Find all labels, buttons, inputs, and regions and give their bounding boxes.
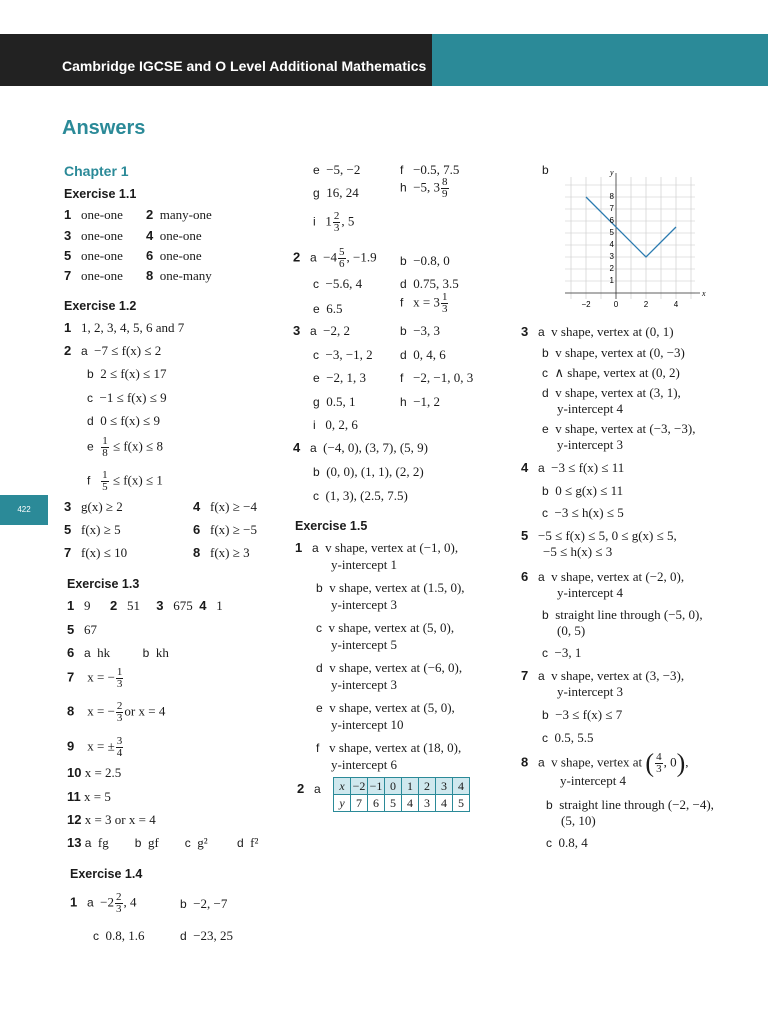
answer-1-4: 1 9 2 51 3 675 4 1 — [67, 598, 223, 613]
answer-1e: e v shape, vertex at (5, 0), — [316, 700, 455, 715]
answer-row: 8 one-many — [146, 268, 212, 283]
value-table — [333, 777, 470, 812]
answer-6a: 6 a v shape, vertex at (−2, 0), — [521, 569, 685, 584]
answer-1c: c v shape, vertex at (5, 0), — [316, 620, 455, 635]
answer-row: 5 one-one — [64, 248, 123, 263]
answer-2f: f $\frac{1}{5}$ ≤ f(x) ≤ 1 — [87, 469, 163, 493]
answer-3h: h −1, 2 — [400, 394, 441, 409]
answer-2b: b −0.8, 0 — [400, 253, 450, 268]
answer-13: 13 a fg b gf c g² d f² — [67, 835, 259, 850]
answer-6c: c −3, 1 — [542, 645, 582, 660]
answer-8: 8 x = − $\frac{2}{3}$ or x = 4 — [67, 700, 166, 724]
answer-3e-cont: y-intercept 3 — [557, 437, 624, 452]
answer-3b: b −3, 3 — [400, 323, 441, 338]
answer-4b: b (0, 0), (1, 1), (2, 2) — [313, 464, 424, 479]
answer-1a-cont: y-intercept 1 — [331, 557, 398, 572]
exercise-1-5-title: Exercise 1.5 — [295, 519, 368, 533]
v-shape-graph — [560, 165, 710, 313]
answer-row: 3 one-one — [64, 228, 123, 243]
answer-8a: 8 a v shape, vertex at ( $\frac{4}{3}$ , 0), — [521, 748, 689, 778]
answer-1c-cont: y-intercept 5 — [331, 637, 398, 652]
answer-6a-cont: y-intercept 4 — [557, 585, 624, 600]
answer-4: 4 f(x) ≥ −4 — [193, 499, 257, 514]
exercise-1-4-title: Exercise 1.4 — [70, 867, 143, 881]
header-accent — [432, 34, 768, 86]
table-cell: −1 — [368, 778, 385, 795]
answer-7c: c 0.5, 5.5 — [542, 730, 594, 745]
answer-3b: b v shape, vertex at (0, −3) — [542, 345, 685, 360]
y-tick-label: 3 — [609, 252, 614, 261]
answer-3a: 3 a −2, 2 — [293, 323, 351, 338]
answer-1f: f v shape, vertex at (18, 0), — [316, 740, 462, 755]
answer-3c: c −3, −1, 2 — [313, 347, 373, 362]
answer-9: 9 x = ± $\frac{3}{4}$ — [67, 735, 123, 759]
answer-1d-cont: y-intercept 3 — [331, 677, 398, 692]
table-cell: 3 — [436, 778, 453, 795]
table-cell: 2 — [419, 778, 436, 795]
grid-lines — [565, 177, 695, 299]
answer-7a-cont: y-intercept 3 — [557, 684, 624, 699]
answer-3a: 3 a v shape, vertex at (0, 1) — [521, 324, 674, 339]
answer-3d: d v shape, vertex at (3, 1), — [542, 385, 681, 400]
answer-2c: c −1 ≤ f(x) ≤ 9 — [87, 390, 167, 405]
page-number: 422 — [0, 495, 48, 525]
answer-2a: 2 a −4 $\frac{5}{6}$ , −1.9 — [293, 246, 377, 270]
answer-row: 1 one-one — [64, 207, 123, 222]
answer-8a-cont: y-intercept 4 — [560, 773, 627, 788]
answer-2e: e $\frac{1}{8}$ ≤ f(x) ≤ 8 — [87, 435, 163, 459]
answer-3e: e −2, 1, 3 — [313, 370, 367, 385]
answer-1b-cont: y-intercept 3 — [331, 597, 398, 612]
table-cell: 4 — [436, 795, 453, 812]
answer-3d-cont: y-intercept 4 — [557, 401, 624, 416]
answer-f: f −0.5, 7.5 — [400, 162, 460, 177]
answer-8b-cont: (5, 10) — [561, 813, 596, 828]
table-cell: −2 — [351, 778, 368, 795]
answer-4c: c (1, 3), (2.5, 7.5) — [313, 488, 408, 503]
answer-7b: b −3 ≤ f(x) ≤ 7 — [542, 707, 623, 722]
table-row-y — [334, 795, 470, 812]
answer-row: 2 many-one — [146, 207, 212, 222]
table-cell: 5 — [453, 795, 470, 812]
answer-3e: e v shape, vertex at (−3, −3), — [542, 421, 696, 436]
answer-6b-cont: (0, 5) — [557, 623, 586, 638]
answer-2b: b 2 ≤ f(x) ≤ 17 — [87, 366, 167, 381]
answer-g: g 16, 24 — [313, 185, 359, 200]
table-cell: x — [334, 778, 351, 795]
y-tick-label: 2 — [609, 264, 614, 273]
answer-row: 7 one-one — [64, 268, 123, 283]
table-cell: 3 — [419, 795, 436, 812]
answer-2d: d 0.75, 3.5 — [400, 276, 459, 291]
answer-2e: e 6.5 — [313, 301, 343, 316]
answer-11: 11 x = 5 — [67, 789, 111, 804]
answer-row: 6 one-one — [146, 248, 202, 263]
table-cell: 5 — [385, 795, 402, 812]
answer-8b: b straight line through (−2, −4), — [546, 797, 714, 812]
answer-6b: b straight line through (−5, 0), — [542, 607, 703, 622]
x-tick-label: −2 — [581, 300, 591, 309]
y-tick-label: 6 — [609, 216, 614, 225]
table-cell: 1 — [402, 778, 419, 795]
answer-7: 7 f(x) ≤ 10 — [64, 545, 128, 560]
answer-4c: c −3 ≤ h(x) ≤ 5 — [542, 505, 624, 520]
table-cell: 6 — [368, 795, 385, 812]
answer-3c: c ∧ shape, vertex at (0, 2) — [542, 365, 680, 380]
answer-2a: 2 a −7 ≤ f(x) ≤ 2 — [64, 343, 162, 358]
x-axis-label: x — [702, 289, 706, 298]
y-tick-label: 7 — [609, 204, 614, 213]
answer-1a: 1 a −2 $\frac{2}{3}$ , 4 — [70, 891, 137, 915]
answer-h: h −5, 3 $\frac{8}{9}$ — [400, 176, 448, 200]
answer-4a: 4 a −3 ≤ f(x) ≤ 11 — [521, 460, 625, 475]
answer-5: 5 67 — [67, 622, 97, 637]
answer-2c: c −5.6, 4 — [313, 276, 363, 291]
answer-1d: d −23, 25 — [180, 928, 234, 943]
answer-1b: b v shape, vertex at (1.5, 0), — [316, 580, 465, 595]
answer-row: 4 one-one — [146, 228, 202, 243]
answer-1a: 1 a v shape, vertex at (−1, 0), — [295, 540, 459, 555]
answer-2d: d 0 ≤ f(x) ≤ 9 — [87, 413, 160, 428]
answer-5: 5 f(x) ≥ 5 — [64, 522, 121, 537]
exercise-1-3-title: Exercise 1.3 — [67, 577, 140, 591]
answer-2a-label: 2 a — [297, 781, 321, 796]
answer-3i: i 0, 2, 6 — [313, 417, 358, 432]
answer-8c: c 0.8, 4 — [546, 835, 588, 850]
answer-12: 12 x = 3 or x = 4 — [67, 812, 156, 827]
x-tick-label: 2 — [643, 300, 649, 309]
y-tick-label: 4 — [609, 240, 614, 249]
exercise-1-1-title: Exercise 1.1 — [64, 187, 137, 201]
answer-3: 3 g(x) ≥ 2 — [64, 499, 123, 514]
table-cell: 7 — [351, 795, 368, 812]
y-tick-label: 8 — [609, 192, 614, 201]
y-axis-label: y — [610, 168, 614, 177]
answer-6: 6 a hk b kh — [67, 645, 169, 660]
answer-3g: g 0.5, 1 — [313, 394, 356, 409]
answer-i: i 1 $\frac{2}{3}$ , 5 — [313, 210, 355, 234]
answer-7: 7 x = − $\frac{1}{3}$ — [67, 666, 123, 690]
page-heading: Answers — [62, 117, 146, 139]
table-cell: 4 — [453, 778, 470, 795]
answer-5: 5 −5 ≤ f(x) ≤ 5, 0 ≤ g(x) ≤ 5, — [521, 528, 677, 543]
answer-8: 8 f(x) ≥ 3 — [193, 545, 250, 560]
answer-2b-label: b — [542, 163, 549, 177]
table-cell: 0 — [385, 778, 402, 795]
answer-1c: c 0.8, 1.6 — [93, 928, 145, 943]
answer-1: 1 1, 2, 3, 4, 5, 6 and 7 — [64, 320, 185, 335]
y-tick-label: 5 — [609, 228, 614, 237]
y-tick-label: 1 — [609, 276, 614, 285]
answer-1e-cont: y-intercept 10 — [331, 717, 404, 732]
table-row-x — [334, 778, 470, 795]
table-cell: y — [334, 795, 351, 812]
x-tick-label: 4 — [673, 300, 679, 309]
answer-2f: f x = 3 $\frac{1}{3}$ — [400, 291, 448, 315]
chapter-title: Chapter 1 — [64, 163, 129, 179]
answer-3d: d 0, 4, 6 — [400, 347, 446, 362]
answer-4b: b 0 ≤ g(x) ≤ 11 — [542, 483, 624, 498]
answer-4a: 4 a (−4, 0), (3, 7), (5, 9) — [293, 440, 428, 455]
answer-10: 10 x = 2.5 — [67, 765, 122, 780]
exercise-1-2-title: Exercise 1.2 — [64, 299, 137, 313]
answer-7a: 7 a v shape, vertex at (3, −3), — [521, 668, 685, 683]
table-cell: 4 — [402, 795, 419, 812]
answer-1b: b −2, −7 — [180, 896, 228, 911]
answer-6: 6 f(x) ≥ −5 — [193, 522, 257, 537]
answer-3f: f −2, −1, 0, 3 — [400, 370, 474, 385]
answer-1f-cont: y-intercept 6 — [331, 757, 398, 772]
answer-e: e −5, −2 — [313, 162, 361, 177]
book-title: Cambridge IGCSE and O Level Additional Mathematics — [62, 58, 427, 74]
answer-5-cont: −5 ≤ h(x) ≤ 3 — [543, 544, 613, 559]
answer-1d: d v shape, vertex at (−6, 0), — [316, 660, 463, 675]
x-tick-label: 0 — [613, 300, 619, 309]
